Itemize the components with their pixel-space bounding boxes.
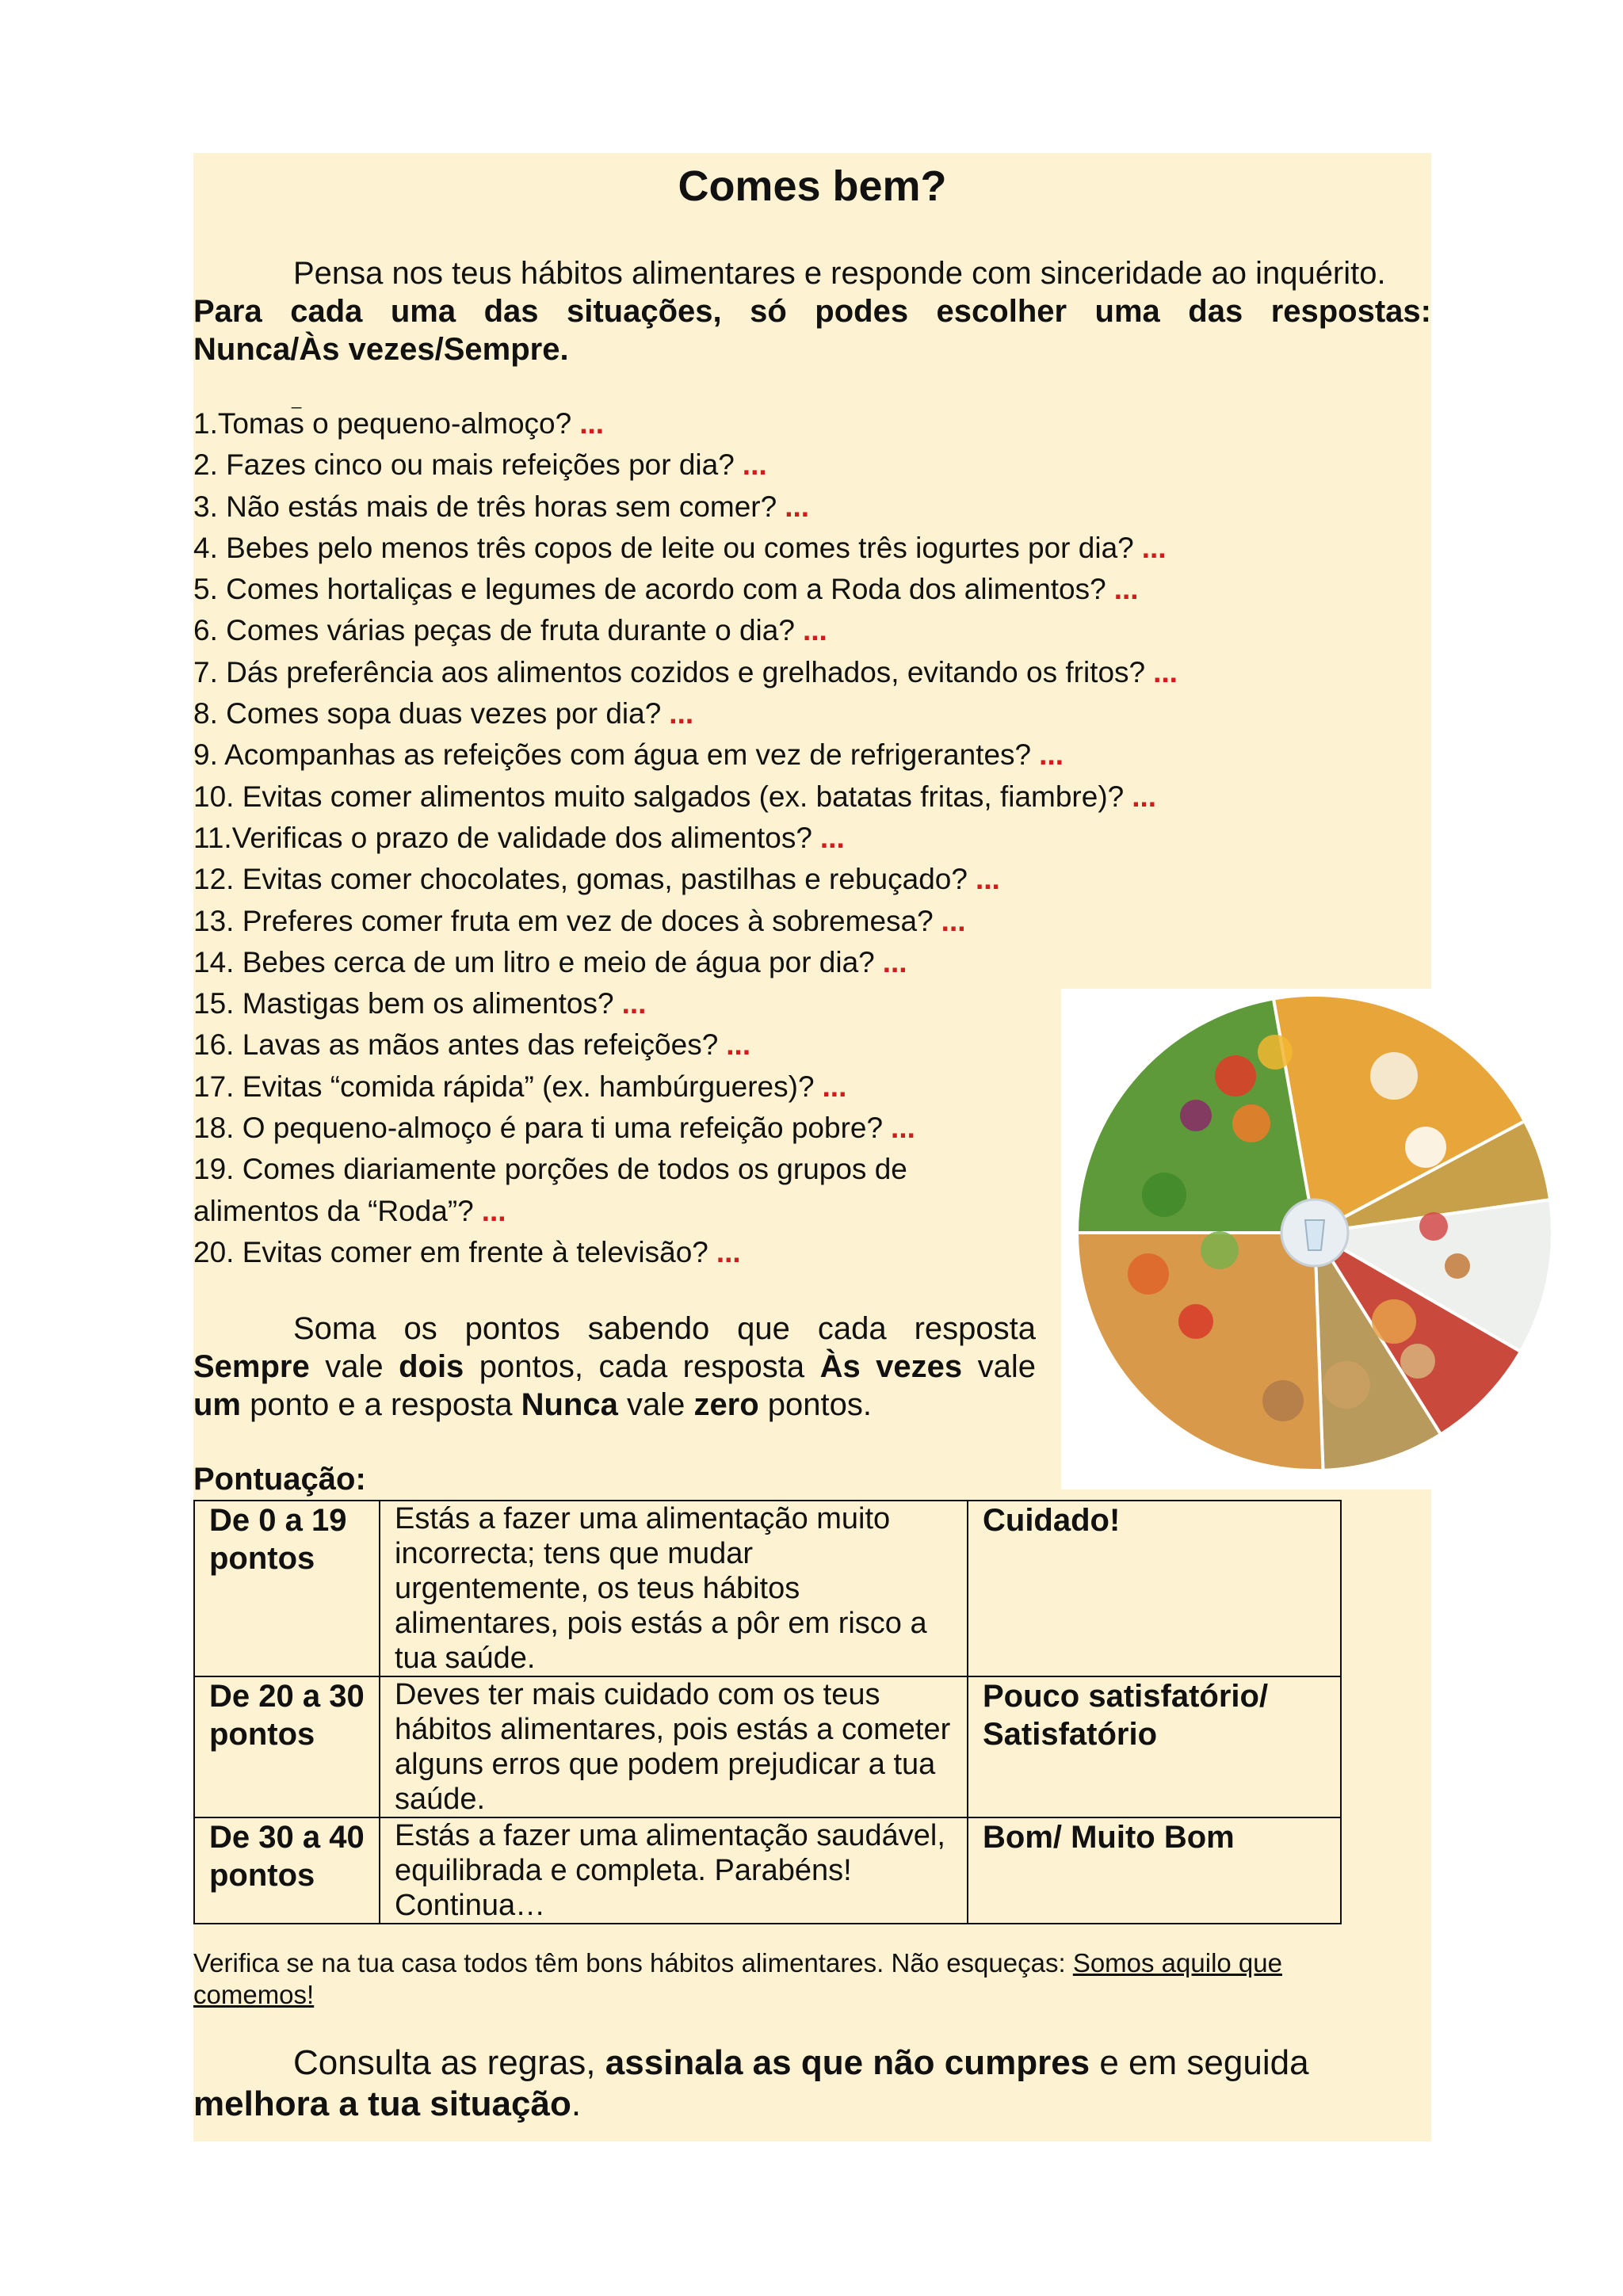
answer-blank[interactable]: ... bbox=[481, 1194, 506, 1227]
sum-instructions: Soma os pontos sabendo que cada resposta Sempre vale dois pontos, cada resposta Às vezes vale um ponto e a resposta Nunca vale zero pontos. bbox=[193, 1311, 1037, 1422]
answer-blank[interactable]: ... bbox=[1039, 738, 1064, 772]
answer-blank[interactable]: ... bbox=[742, 448, 767, 482]
answer-blank[interactable]: ... bbox=[669, 697, 694, 730]
table-row bbox=[194, 1676, 1341, 1817]
score-range: De 20 a 30 pontos bbox=[194, 1676, 380, 1817]
answer-blank[interactable]: ... bbox=[621, 987, 647, 1020]
stray-mark: _ bbox=[292, 389, 302, 409]
score-range: De 0 a 19 pontos bbox=[194, 1501, 380, 1676]
answer-blank[interactable]: ... bbox=[1141, 531, 1167, 564]
question-item: 9. Acompanhas as refeições com água em vez de refrigerantes? ... bbox=[193, 738, 1064, 772]
score-description: Deves ter mais cuidado com os teus hábitos alimentares, pois estás a cometer alguns erros que podem prejudicar a tua saúde. bbox=[380, 1676, 968, 1817]
question-item: 19. Comes diariamente porções de todos os grupos de alimentos da “Roda”? ... bbox=[193, 1153, 907, 1227]
food-item-icon bbox=[1323, 1361, 1370, 1409]
motto-link: Somos aquilo que comemos! bbox=[193, 1948, 1282, 2009]
food-item-icon bbox=[1215, 1055, 1256, 1097]
intro-instruction: Para cada uma das situações, só podes escolher uma das respostas: bbox=[193, 294, 1431, 329]
question-item: 3. Não estás mais de três horas sem comer? ... bbox=[193, 490, 810, 523]
question-item: 20. Evitas comer em frente à televisão? ... bbox=[193, 1235, 741, 1268]
question-item: 2. Fazes cinco ou mais refeições por dia? ... bbox=[193, 448, 767, 482]
score-description: Estás a fazer uma alimentação saudável, equilibrada e completa. Parabéns! Continua… bbox=[380, 1817, 968, 1924]
score-rating: Pouco satisfatório/ Satisfatório bbox=[968, 1676, 1341, 1817]
food-item-icon bbox=[1370, 1052, 1418, 1100]
food-item-icon bbox=[1201, 1231, 1239, 1269]
food-item-icon bbox=[1180, 1100, 1212, 1131]
question-item: 7. Dás preferência aos alimentos cozidos e grelhados, evitando os fritos? ... bbox=[193, 655, 1178, 688]
score-description: Estás a fazer uma alimentação muito incorrecta; tens que mudar urgentemente, os teus hábitos alimentares, pois estás a pôr em risco a tua saúde. bbox=[380, 1501, 968, 1676]
question-item: 14. Bebes cerca de um litro e meio de água por dia? ... bbox=[193, 945, 907, 978]
answer-blank[interactable]: ... bbox=[1132, 780, 1157, 813]
intro-paragraph: Pensa nos teus hábitos alimentares e responde com sinceridade ao inquérito. bbox=[293, 256, 1386, 291]
score-table bbox=[193, 1500, 1342, 1924]
answer-blank[interactable]: ... bbox=[882, 945, 907, 978]
answer-blank[interactable]: ... bbox=[941, 904, 966, 937]
question-item: 12. Evitas comer chocolates, gomas, pastilhas e rebuçado? ... bbox=[193, 863, 1000, 896]
table-row bbox=[194, 1501, 1341, 1676]
answer-blank[interactable]: ... bbox=[819, 821, 845, 854]
food-item-icon bbox=[1258, 1035, 1293, 1070]
question-item: 5. Comes hortaliças e legumes de acordo com a Roda dos alimentos? ... bbox=[193, 573, 1139, 606]
question-item: 17. Evitas “comida rápida” (ex. hambúrgueres)? ... bbox=[193, 1070, 847, 1103]
food-item-icon bbox=[1445, 1253, 1470, 1279]
answer-blank[interactable]: ... bbox=[1153, 655, 1178, 688]
answer-blank[interactable]: ... bbox=[579, 407, 605, 440]
worksheet bbox=[193, 153, 1431, 2142]
score-label: Pontuação: bbox=[193, 1462, 366, 1497]
score-range: De 30 a 40 pontos bbox=[194, 1817, 380, 1924]
answer-blank[interactable]: ... bbox=[975, 863, 1000, 896]
question-item: 4. Bebes pelo menos três copos de leite ou comes três iogurtes por dia? ... bbox=[193, 531, 1167, 564]
score-rating: Bom/ Muito Bom bbox=[968, 1817, 1341, 1924]
food-item-icon bbox=[1405, 1127, 1446, 1168]
food-wheel-image bbox=[1061, 989, 1584, 1489]
question-item: 13. Preferes comer fruta em vez de doces à sobremesa? ... bbox=[193, 904, 966, 937]
answer-blank[interactable]: ... bbox=[716, 1235, 741, 1268]
answer-blank[interactable]: ... bbox=[1113, 573, 1139, 606]
question-item: 6. Comes várias peças de fruta durante o dia? ... bbox=[193, 614, 827, 647]
food-item-icon bbox=[1262, 1380, 1304, 1421]
food-item-icon bbox=[1400, 1344, 1435, 1379]
answer-blank[interactable]: ... bbox=[822, 1070, 847, 1103]
intro bbox=[193, 254, 1431, 368]
page-title: Comes bem? bbox=[678, 162, 947, 210]
food-item-icon bbox=[1232, 1104, 1270, 1142]
answer-blank[interactable]: ... bbox=[891, 1112, 915, 1145]
answer-blank[interactable]: ... bbox=[785, 490, 810, 523]
food-item-icon bbox=[1372, 1299, 1416, 1344]
question-item: 18. O pequeno-almoço é para ti uma refeição pobre? ... bbox=[193, 1112, 915, 1145]
question-item: 10. Evitas comer alimentos muito salgados (ex. batatas fritas, fiambre)? ... bbox=[193, 780, 1157, 813]
table-row bbox=[194, 1817, 1341, 1924]
food-item-icon bbox=[1142, 1173, 1186, 1217]
answer-blank[interactable]: ... bbox=[802, 614, 827, 647]
score-rating: Cuidado! bbox=[968, 1501, 1341, 1676]
verify-note: Verifica se na tua casa todos têm bons hábitos alimentares. Não esqueças: Somos aquilo que comemos! bbox=[193, 1948, 1282, 2009]
question-item: 1.Tomas o pequeno-almoço? ... bbox=[193, 407, 605, 440]
question-item: 15. Mastigas bem os alimentos? ... bbox=[193, 987, 647, 1020]
food-item-icon bbox=[1419, 1212, 1448, 1241]
question-item: 8. Comes sopa duas vezes por dia? ... bbox=[193, 697, 694, 730]
question-item: 11.Verificas o prazo de validade dos alimentos? ... bbox=[193, 821, 845, 854]
intro-answer-options: Nunca/Às vezes/Sempre. bbox=[193, 332, 569, 367]
food-item-icon bbox=[1178, 1304, 1213, 1339]
food-item-icon bbox=[1128, 1253, 1169, 1295]
final-instructions: Consulta as regras, assinala as que não cumpres e em seguida melhora a tua situação. bbox=[193, 2043, 1309, 2123]
answer-blank[interactable]: ... bbox=[726, 1028, 751, 1062]
question-list bbox=[193, 403, 1178, 1273]
question-item: 16. Lavas as mãos antes das refeições? ... bbox=[193, 1028, 751, 1062]
glass-icon bbox=[1305, 1220, 1324, 1250]
